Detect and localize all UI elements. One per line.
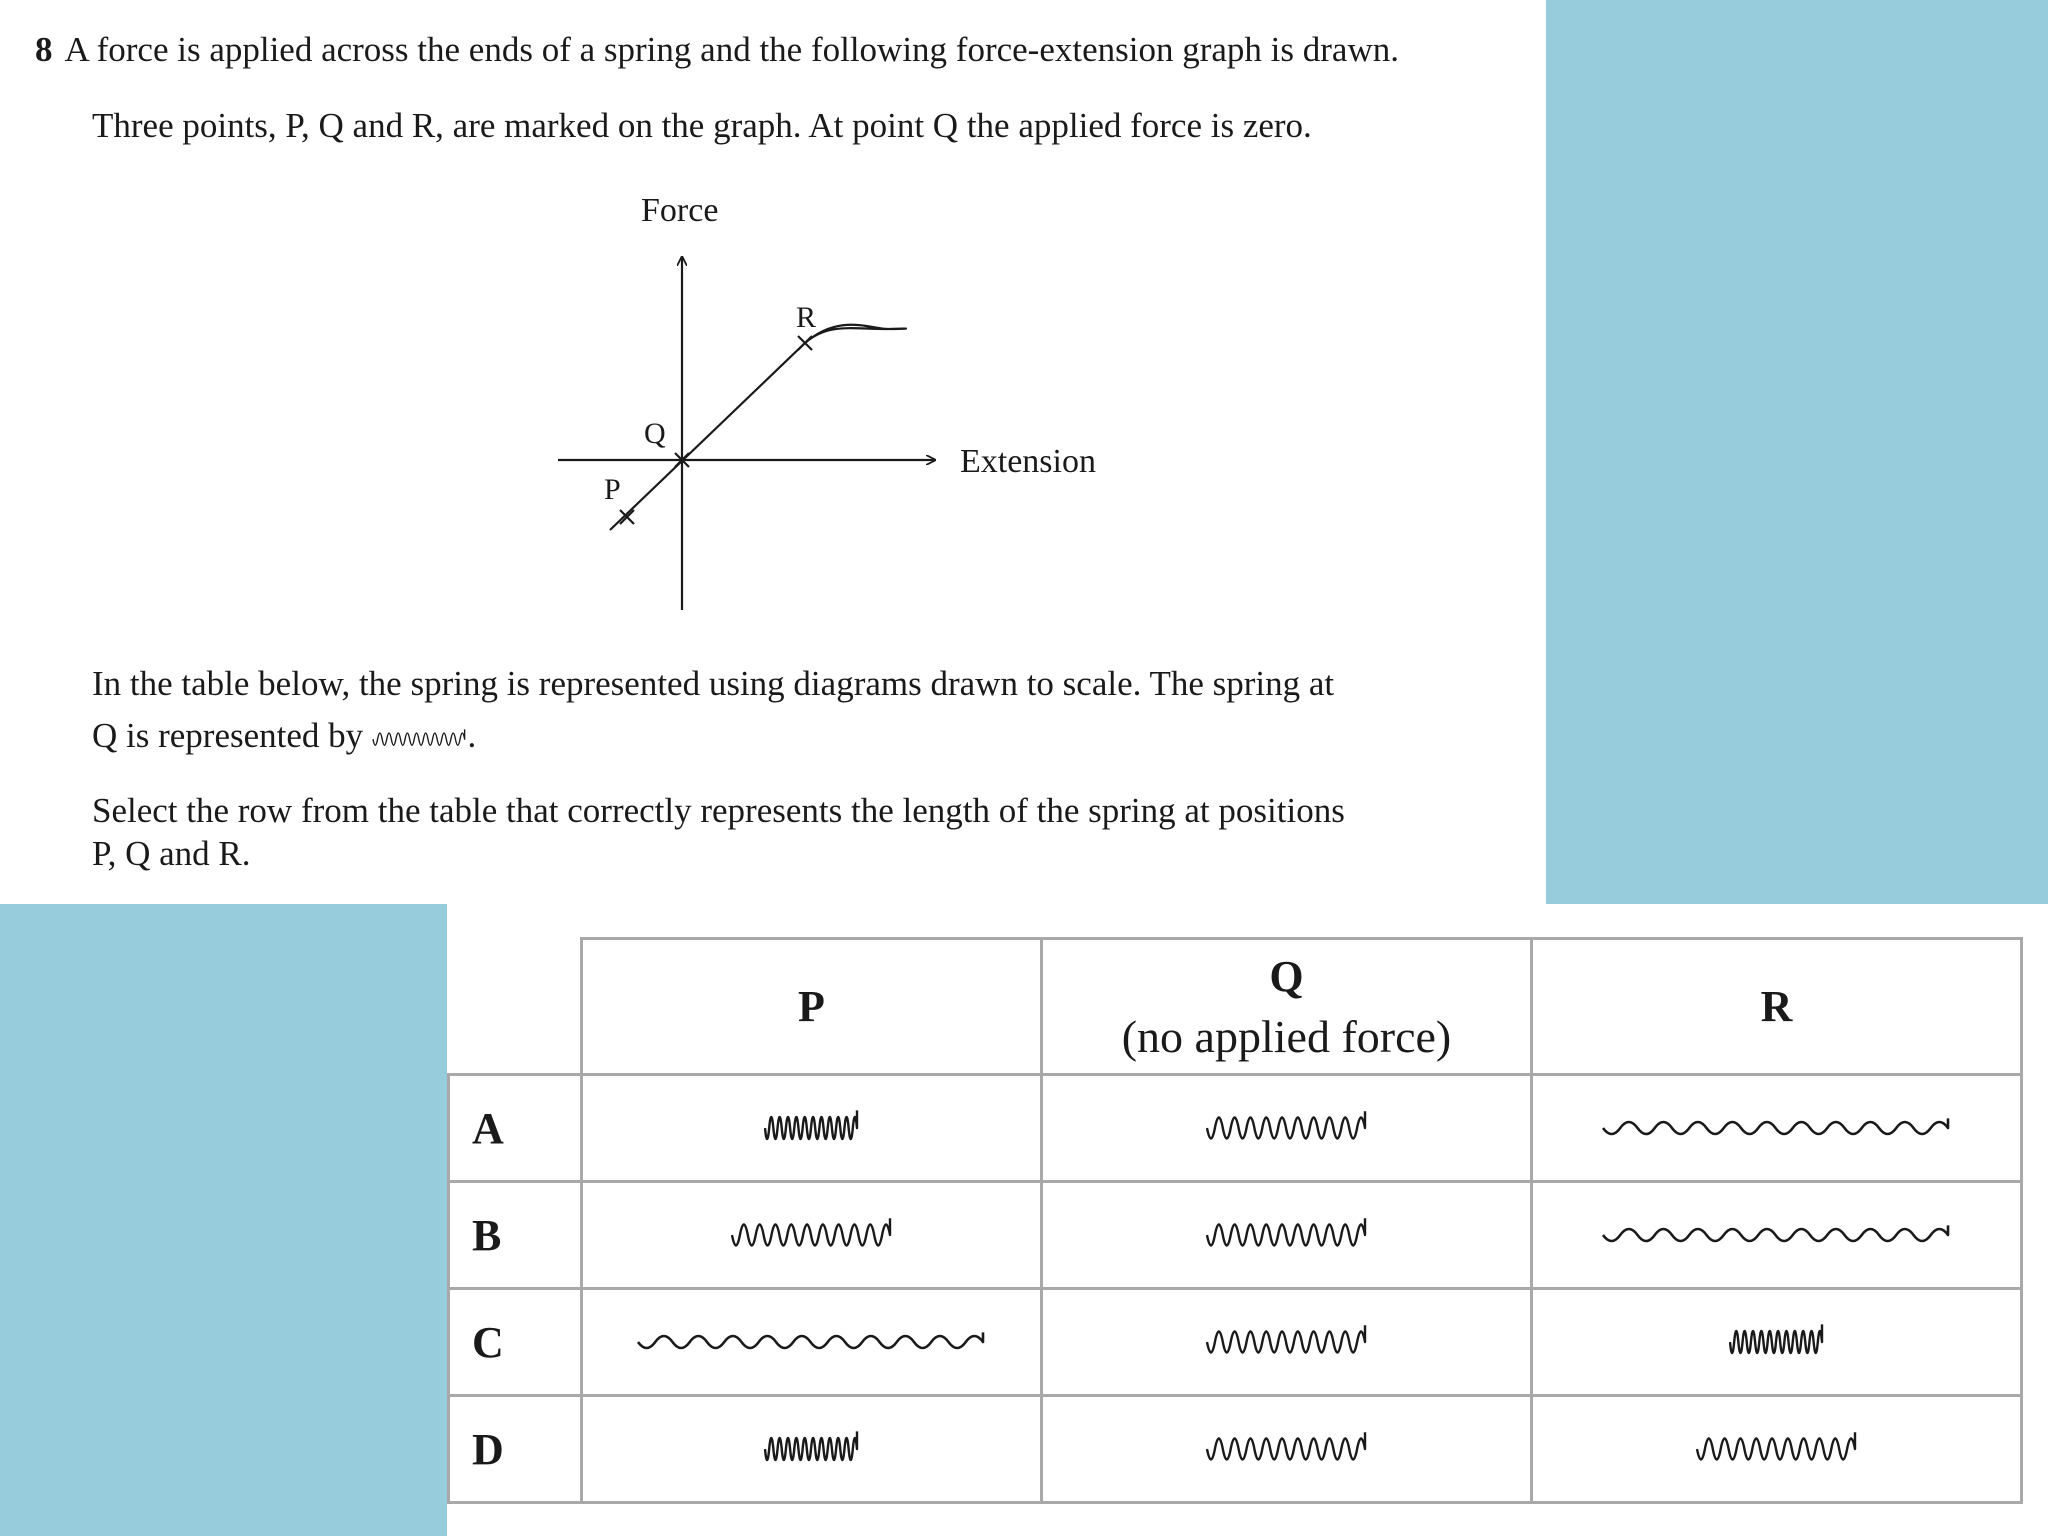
extension-axis-label: Extension <box>960 443 1096 480</box>
spring-stretched-icon <box>1602 1112 1951 1144</box>
paragraph-2-line-1: Select the row from the table that correctly represents the length of the spring at positions <box>92 791 1345 830</box>
row-d-label[interactable]: D <box>449 1396 582 1503</box>
row-c-label[interactable]: C <box>449 1289 582 1396</box>
spring-natural-icon <box>731 1210 893 1260</box>
question-line-1: A force is applied across the ends of a spring and the following force-extension graph is drawn. <box>64 30 1399 69</box>
spring-cell-d-q <box>1042 1396 1532 1503</box>
spring-cell-a-q <box>1042 1075 1532 1182</box>
spring-cell-c-p <box>582 1289 1042 1396</box>
header-r <box>1532 939 2022 1075</box>
header-q <box>1042 939 1532 1075</box>
force-extension-graph <box>540 185 1160 615</box>
header-r-label: R <box>1760 981 1793 1031</box>
spring-compressed-icon <box>764 1102 860 1154</box>
spring-natural-icon <box>1206 1317 1368 1367</box>
paragraph-1-line-1: In the table below, the spring is represented using diagrams drawn to scale. The spring at <box>92 664 1335 703</box>
spring-stretched-icon <box>1602 1219 1951 1251</box>
table-row-b[interactable] <box>449 1182 2022 1289</box>
spring-cell-c-r <box>1532 1289 2022 1396</box>
paragraph-1-period: . <box>467 716 477 755</box>
spring-cell-b-q <box>1042 1182 1532 1289</box>
question-intro <box>35 30 1399 70</box>
point-q-label: Q <box>644 417 666 450</box>
table-corner-cell <box>449 939 582 1075</box>
answer-table <box>447 937 2023 1504</box>
table-row-a[interactable] <box>449 1075 2022 1182</box>
force-axis-label: Force <box>641 192 719 229</box>
row-b-label[interactable]: B <box>449 1182 582 1289</box>
table-row-c[interactable] <box>449 1289 2022 1396</box>
spring-cell-b-p <box>582 1182 1042 1289</box>
header-q-subtitle: (no applied force) <box>1121 1010 1452 1062</box>
spring-cell-d-p <box>582 1396 1042 1503</box>
point-r-marker <box>798 336 812 350</box>
spring-cell-b-r <box>1532 1182 2022 1289</box>
header-p <box>582 939 1042 1075</box>
spring-cell-d-r <box>1532 1396 2022 1503</box>
spring-compressed-icon <box>1729 1316 1825 1368</box>
spring-cell-c-q <box>1042 1289 1532 1396</box>
row-a-label[interactable]: A <box>449 1075 582 1182</box>
header-p-label: P <box>798 981 825 1031</box>
paragraph-1-line-2-text: Q is represented by <box>92 716 364 755</box>
spring-natural-icon <box>1696 1424 1858 1474</box>
paragraph-2-line-2: P, Q and R. <box>92 834 251 873</box>
header-q-label: Q <box>1269 951 1304 1001</box>
paragraph-1-line-2 <box>92 716 476 764</box>
point-r-label: R <box>796 301 817 334</box>
spring-natural-icon <box>372 723 468 755</box>
spring-natural-icon <box>1206 1103 1368 1153</box>
spring-cell-a-r <box>1532 1075 2022 1182</box>
spring-natural-icon <box>1206 1210 1368 1260</box>
point-p-label: P <box>604 473 621 506</box>
spring-compressed-icon <box>764 1423 860 1475</box>
spring-natural-icon <box>1206 1424 1368 1474</box>
inline-spring-natural <box>372 723 468 764</box>
table-header-row <box>449 939 2022 1075</box>
table-row-d[interactable] <box>449 1396 2022 1503</box>
question-line-2: Three points, P, Q and R, are marked on the graph. At point Q the applied force is zero. <box>92 106 1312 145</box>
question-number: 8 <box>35 30 53 69</box>
spring-stretched-icon <box>637 1326 986 1358</box>
spring-cell-a-p <box>582 1075 1042 1182</box>
